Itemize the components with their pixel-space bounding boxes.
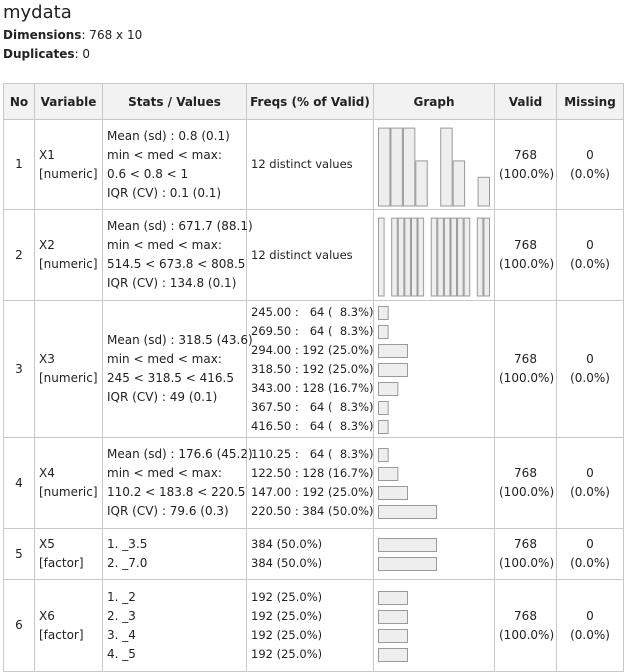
missing-cell [557,529,624,580]
valid-value: (100.0%) [499,371,555,385]
histogram-bar [431,218,437,296]
stats-cell [103,120,247,210]
frequency-bar [379,506,437,519]
freq-line: 416.50 : 64 ( 8.3%) [251,418,374,433]
histogram-graph [378,123,490,207]
header-freqs: Freqs (% of Valid) [247,84,374,120]
histogram-bar [441,128,452,206]
histogram-bar [464,218,470,296]
freq-line: 12 distinct values [251,247,353,262]
stats-line: 245 < 318.5 < 416.5 [107,371,234,385]
dimensions-label: Dimensions [3,28,82,42]
header-no: No [4,84,35,120]
histogram-bar [379,218,385,296]
stats-line: 110.2 < 183.8 < 220.5 [107,485,246,499]
freqs-cell [247,301,374,438]
stats-line: min < med < max: [107,352,222,366]
histogram-bar [484,218,490,296]
frequency-bar [379,648,408,661]
frequency-bar [379,468,398,481]
freq-line: 318.50 : 192 (25.0%) [251,361,374,376]
frequency-bar-graph [378,445,490,521]
stats-line: 2. _3 [107,608,136,623]
valid-value: 768 [514,608,537,623]
histogram-bar [411,218,417,296]
header-variable: Variable [35,84,103,120]
missing-value: (0.0%) [570,166,610,181]
histogram-bar [453,160,464,205]
stats-line: IQR (CV) : 0.1 (0.1) [107,185,222,200]
stats-line: 0.6 < 0.8 < 1 [107,166,189,181]
graph-cell [374,120,495,210]
summary-report [0,0,628,64]
stats-line: 1. _2 [107,589,136,604]
stats-line: min < med < max: [107,147,222,162]
stats-line: 1. _3.5 [107,537,148,551]
valid-value: (100.0%) [499,485,555,499]
stats-cell [103,438,253,529]
histogram-bar [416,160,427,205]
graph-cell [374,580,495,672]
missing-value: (0.0%) [570,485,610,499]
frequency-bar-graph [378,588,490,664]
freq-line: 384 (50.0%) [251,556,323,570]
frequency-bar [379,306,389,319]
frequency-bar [379,629,408,642]
valid-value: (100.0%) [499,257,555,271]
missing-value: 0 [586,147,594,162]
duplicates-line [3,45,628,64]
histogram-bar [398,218,404,296]
table-row [4,580,624,672]
freq-line: 384 (50.0%) [251,537,323,551]
stats-line: 4. _5 [107,646,136,661]
frequency-bar [379,487,408,500]
variable-name: X1 [39,147,55,162]
frequency-bar [379,363,408,376]
missing-cell [557,580,624,672]
dimensions-value: : 768 x 10 [81,28,143,42]
summary-table [3,83,624,672]
histogram-bar [438,218,444,296]
table-row [4,438,624,529]
freq-line: 294.00 : 192 (25.0%) [251,342,374,357]
valid-value: 768 [514,238,537,252]
missing-cell [557,210,624,301]
freq-line: 192 (25.0%) [251,589,323,604]
histogram-bar [379,128,390,206]
missing-value: (0.0%) [570,627,610,642]
histogram-graph [378,213,490,297]
stats-line: IQR (CV) : 49 (0.1) [107,390,218,404]
histogram-bar [405,218,411,296]
valid-cell [495,438,557,529]
table-row [4,301,624,438]
frequency-bar [379,420,389,433]
row-number: 4 [4,438,35,529]
page-title: mydata [3,2,72,23]
valid-value: 768 [514,147,537,162]
stats-line: min < med < max: [107,238,222,252]
missing-cell [557,301,624,438]
frequency-bar [379,610,408,623]
variable-cell [35,529,103,580]
missing-value: (0.0%) [570,257,610,271]
freqs-cell [247,438,374,529]
table-row [4,210,624,301]
variable-type: [numeric] [39,166,98,181]
stats-cell [103,210,253,301]
frequency-bar [379,449,389,462]
variable-name: X4 [39,466,55,480]
histogram-bar [444,218,450,296]
missing-cell [557,438,624,529]
header-valid: Valid [495,84,557,120]
valid-cell [495,580,557,672]
histogram-bar [478,177,489,206]
valid-value: (100.0%) [499,627,555,642]
variable-cell [35,120,103,210]
variable-name: X2 [39,238,55,252]
row-number: 5 [4,529,35,580]
variable-type: [numeric] [39,485,98,499]
missing-value: (0.0%) [570,556,610,570]
freq-line: 147.00 : 192 (25.0%) [251,485,374,499]
stats-line: min < med < max: [107,466,222,480]
duplicates-value: : 0 [74,47,91,61]
variable-type: [numeric] [39,371,98,385]
freq-line: 12 distinct values [251,157,353,171]
graph-cell [374,301,495,438]
valid-value: (100.0%) [499,166,555,181]
frequency-bar [379,401,389,414]
valid-cell [495,120,557,210]
graph-cell [374,438,495,529]
variable-cell [35,438,103,529]
missing-value: 0 [586,238,594,252]
stats-line: Mean (sd) : 176.6 (45.2) [107,447,253,461]
freq-line: 367.50 : 64 ( 8.3%) [251,399,374,414]
valid-value: (100.0%) [499,556,555,570]
histogram-bar [451,218,457,296]
histogram-bar [458,218,464,296]
dimensions-line [3,26,628,45]
variable-cell [35,210,103,301]
frequency-bar [379,344,408,357]
variable-name: X3 [39,352,55,366]
graph-cell [374,529,495,580]
frequency-bar-graph [378,535,490,573]
valid-cell [495,529,557,580]
freq-line: 269.50 : 64 ( 8.3%) [251,323,374,338]
freqs-cell [247,210,374,301]
missing-cell [557,120,624,210]
missing-value: 0 [586,352,594,366]
histogram-bar [391,128,402,206]
frequency-bar [379,539,437,552]
table-header-row [4,84,624,120]
variable-cell [35,580,103,672]
histogram-bar [477,218,483,296]
stats-cell [103,580,247,672]
stats-line: Mean (sd) : 318.5 (43.6) [107,333,253,347]
table-row [4,120,624,210]
table-row [4,529,624,580]
stats-line: 3. _4 [107,627,136,642]
stats-line: IQR (CV) : 134.8 (0.1) [107,276,237,290]
freq-line: 343.00 : 128 (16.7%) [251,380,374,395]
histogram-bar [392,218,398,296]
row-number: 2 [4,210,35,301]
stats-line: Mean (sd) : 0.8 (0.1) [107,128,230,143]
freqs-cell [247,120,374,210]
missing-value: (0.0%) [570,371,610,385]
valid-cell [495,210,557,301]
histogram-bar [403,128,414,206]
valid-value: 768 [514,466,537,480]
variable-name: X6 [39,608,55,623]
valid-value: 768 [514,537,537,551]
frequency-bar [379,382,398,395]
stats-line: 514.5 < 673.8 < 808.5 [107,257,246,271]
missing-value: 0 [586,608,594,623]
freq-line: 192 (25.0%) [251,627,323,642]
header-missing: Missing [557,84,624,120]
variable-type: [factor] [39,627,84,642]
graph-cell [374,210,495,301]
freqs-cell [247,580,374,672]
header-stats: Stats / Values [103,84,247,120]
header-graph: Graph [374,84,495,120]
missing-value: 0 [586,537,594,551]
frequency-bar [379,591,408,604]
freq-line: 122.50 : 128 (16.7%) [251,466,374,480]
freq-line: 110.25 : 64 ( 8.3%) [251,447,374,461]
stats-line: 2. _7.0 [107,556,148,570]
variable-cell [35,301,103,438]
valid-cell [495,301,557,438]
stats-line: IQR (CV) : 79.6 (0.3) [107,504,229,518]
freq-line: 192 (25.0%) [251,646,323,661]
frequency-bar [379,558,437,571]
row-number: 3 [4,301,35,438]
stats-line: Mean (sd) : 671.7 (88.1) [107,219,253,233]
variable-type: [factor] [39,556,84,570]
duplicates-label: Duplicates [3,47,75,61]
freq-line: 220.50 : 384 (50.0%) [251,504,374,518]
freqs-cell [247,529,374,580]
row-number: 1 [4,120,35,210]
missing-value: 0 [586,466,594,480]
frequency-bar [379,325,389,338]
stats-cell [103,529,247,580]
frequency-bar-graph [378,303,490,436]
freq-line: 245.00 : 64 ( 8.3%) [251,304,374,319]
valid-value: 768 [514,352,537,366]
row-number: 6 [4,580,35,672]
variable-type: [numeric] [39,257,98,271]
stats-cell [103,301,253,438]
variable-name: X5 [39,537,55,551]
freq-line: 192 (25.0%) [251,608,323,623]
histogram-bar [418,218,424,296]
